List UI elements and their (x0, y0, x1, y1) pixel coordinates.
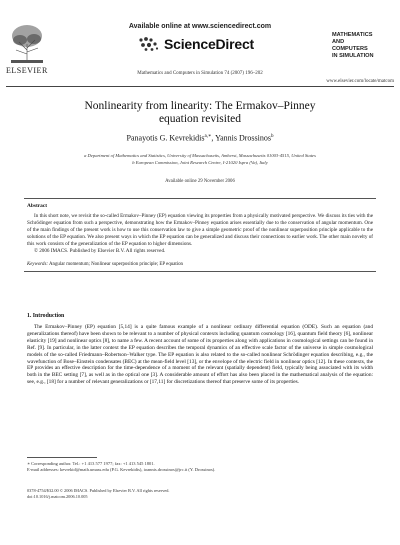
journal-logo-line: IN SIMULATION (332, 53, 374, 59)
available-online-banner: Available online at www.sciencedirect.com (128, 23, 272, 30)
issn-line: 0378-4754/$32.00 © 2006 IMACS. Published by Elsevier B.V. All rights reserved. (27, 488, 170, 493)
title-line: Nonlinearity from linearity: The Ermakov–Pinney (84, 100, 316, 112)
author-mark: b (270, 134, 274, 139)
corresponding-author-note: ∗ Corresponding author. Tel.: +1 413 577 1977; fax: +1 413 545 1801. (27, 461, 155, 466)
available-online-date: Available online 29 November 2006 (165, 179, 235, 184)
journal-logo-line: AND (332, 39, 345, 45)
elsevier-tree-logo-icon (7, 22, 47, 66)
author-list (0, 133, 400, 143)
header-divider (6, 86, 394, 87)
abstract-copyright: © 2006 IMACS. Published by Elsevier B.V. All rights reserved. (34, 247, 166, 254)
footnote-divider (27, 457, 97, 458)
journal-logo-line: MATHEMATICS (332, 32, 373, 38)
journal-url[interactable]: www.elsevier.com/locate/matcom (326, 79, 394, 84)
journal-citation: Mathematics and Computers in Simulation 74 (2007) 196–202 (137, 71, 263, 76)
journal-logo (332, 32, 394, 72)
author-mark: a,∗ (204, 134, 212, 139)
abstract-body (27, 213, 373, 254)
keywords (27, 262, 373, 267)
title-line: equation revisited (158, 113, 242, 125)
journal-logo-line: COMPUTERS (332, 46, 368, 52)
abstract-heading: Abstract (27, 203, 48, 209)
abstract-top-divider (24, 198, 376, 199)
doi-line[interactable]: doi:10.1016/j.matcom.2006.10.005 (27, 494, 88, 499)
section-body (27, 324, 373, 386)
affiliation-b: b European Commission, Joint Research Centre, I-21020 Ispra (Va), Italy (132, 160, 268, 165)
abstract-text: In this short note, we revisit the so-called Ermakov–Pinney (EP) equation viewing its properties from a physically motivated perspective. We discuss its ties with the Schrödinger equation from such a perspective, demonstrating how the Ermakov–Pinney equation arises essentially due to the conservation of angular momentum. One of the main findings of the present work is how to use this conservation law to give a simple geometric proof of the nonlinear superposition principle applicable to the solutions of the EP equation. We also present ways in which the EP equation can be generalized and discuss their connections to earlier work. The other main novelty of this work consists of the generalization of the EP equation to higher dimensions. (27, 213, 373, 247)
sciencedirect-wordmark: ScienceDirect (164, 36, 255, 52)
email-addresses: E-mail addresses: kevrekid@math.umass.edu (P.G. Kevrekidis), ioannis.drossinos@jrc.it (Y. Drossinos). (27, 467, 216, 472)
author-name: , Yannis Drossinos (211, 133, 271, 143)
author-name: Panayotis G. Kevrekidis (126, 133, 205, 143)
section-heading: 1. Introduction (27, 313, 65, 319)
sciencedirect-logo-icon (137, 36, 161, 52)
body-paragraph: The Ermakov–Pinney (EP) equation [5,14] is a quite famous example of a nonlinear ordinary differential equation (ODE). Such an equation (and generalizations thereof) have been shown to be relevant to a number of physical contexts including quantum cosmology [16], quantum field theory [6], nonlinear elasticity [19] and nonlinear optics [8], to name a few. A recent account of some of its properties along with applications in cosmological settings can be found in Ref. [9]. In particular, in the latter context the EP equation describes the temporal dynamics of an effective scale factor of the universe in simple cosmological models of the so-called Friedmann–Robertson–Walker type. The EP equation is also related to the so-called nonlinear Schrödinger equation describing, e.g., the wavefunction of Bose–Einstein condensates (BEC) at the mean-field level [13], or the envelope of the electric field in nonlinear optics [12]. In these contexts, the EP provides an effective description for the time-dependence of a moment of the relevant (spatially dependent) field, typically being associated with its width both in the BEC setting [7], as well as in the optical one [3]. A considerable amount of effort has also been placed in the mathematical analysis of the equation: see, e.g., [18] for a number of relevant generalizations or [17,11] for discretizations thereof that preserve some of its properties. (27, 324, 373, 386)
abstract-bottom-divider (24, 271, 376, 272)
affiliation-a: a Department of Mathematics and Statistics, University of Massachusetts, Amherst, Massachusetts 01003-4515, United States (84, 153, 316, 158)
article-title (0, 100, 400, 126)
keywords-list: Angular momentum; Nonlinear superposition principle; EP equation (48, 262, 183, 267)
publisher-name: ELSEVIER (6, 66, 48, 75)
keywords-label: Keywords: (27, 262, 49, 267)
